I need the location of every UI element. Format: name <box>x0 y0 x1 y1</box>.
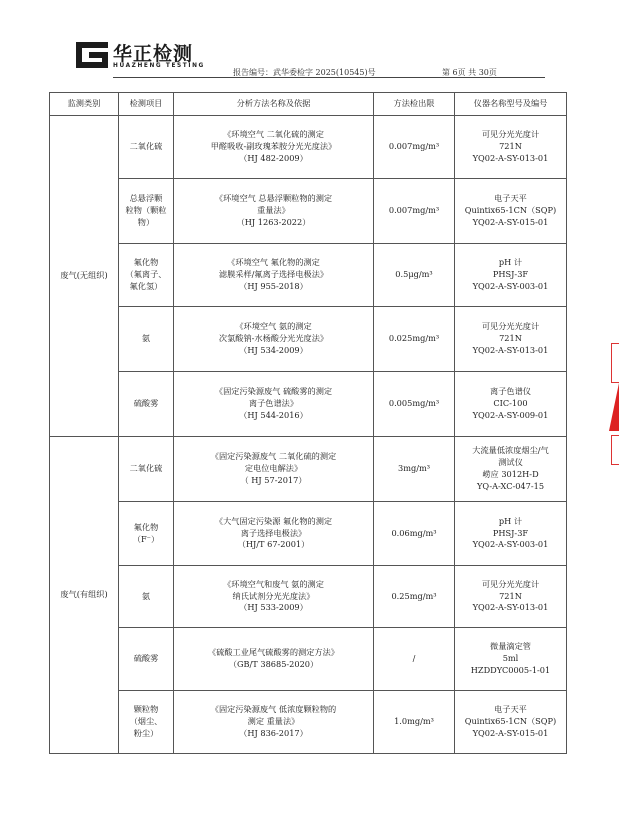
seal-stamp-fragment-mid <box>609 383 619 431</box>
instrument-cell: pH 计 PHSJ-3F YQ02-A-SY-003-01 <box>455 502 567 566</box>
table-row <box>50 437 567 502</box>
method-cell: 《环境空气 二氧化硫的测定 甲醛吸收-副玫瑰苯胺分光光度法》 （HJ 482-2009） <box>174 116 374 179</box>
method-cell: 《固定污染源废气 硫酸雾的测定 离子色谱法》 （HJ 544-2016） <box>174 372 374 437</box>
header-divider <box>113 77 545 78</box>
table-header-row <box>50 93 567 116</box>
category-cell: 废气(有组织) <box>50 437 119 754</box>
item-cell: 硫酸雾 <box>119 372 174 437</box>
method-cell: 《环境空气 总悬浮颗粒物的测定 重量法》 （HJ 1263-2022） <box>174 179 374 244</box>
table-row <box>50 116 567 179</box>
logo-english-name: HUAZHENG TESTING <box>113 63 205 69</box>
report-header <box>75 40 545 80</box>
header-limit: 方法检出限 <box>374 93 455 116</box>
header-instrument: 仪器名称型号及编号 <box>455 93 567 116</box>
table-row <box>50 566 567 628</box>
item-cell: 硫酸雾 <box>119 628 174 691</box>
category-cell: 废气(无组织) <box>50 116 119 437</box>
limit-cell: 0.5μg/m³ <box>374 244 455 307</box>
table-row <box>50 628 567 691</box>
page-number: 第 6页 共 30页 <box>442 68 497 77</box>
item-cell: 氟化物 （氟离子、 氟化氢） <box>119 244 174 307</box>
limit-cell: / <box>374 628 455 691</box>
method-cell: 《固定污染源废气 低浓度颗粒物的 测定 重量法》 （HJ 836-2017） <box>174 691 374 754</box>
seal-stamp <box>609 343 619 465</box>
limit-cell: 1.0mg/m³ <box>374 691 455 754</box>
item-cell: 二氧化硫 <box>119 437 174 502</box>
instrument-cell: 离子色谱仪 CIC-100 YQ02-A-SY-009-01 <box>455 372 567 437</box>
limit-cell: 0.06mg/m³ <box>374 502 455 566</box>
seal-stamp-fragment-top <box>611 343 619 383</box>
table-row <box>50 372 567 437</box>
instrument-cell: 可见分光光度计 721N YQ02-A-SY-013-01 <box>455 307 567 372</box>
limit-cell: 0.005mg/m³ <box>374 372 455 437</box>
table-row <box>50 691 567 754</box>
method-cell: 《硫酸工业尾气硫酸雾的测定方法》 （GB/T 38685-2020） <box>174 628 374 691</box>
method-cell: 《环境空气 氟化物的测定 滤膜采样/氟离子选择电极法》 （HJ 955-2018） <box>174 244 374 307</box>
instrument-cell: 大流量低浓度烟尘/气 测试仪 崂应 3012H-D YQ-A-XC-047-15 <box>455 437 567 502</box>
instrument-cell: 微量滴定管 5ml HZDDYC0005-1-01 <box>455 628 567 691</box>
header-item: 检测项目 <box>119 93 174 116</box>
limit-cell: 0.25mg/m³ <box>374 566 455 628</box>
method-cell: 《环境空气 氨的测定 次氯酸钠-水杨酸分光光度法》 （HJ 534-2009） <box>174 307 374 372</box>
method-cell: 《环境空气和废气 氨的测定 纳氏试剂分光光度法》 （HJ 533-2009） <box>174 566 374 628</box>
header-method: 分析方法名称及依据 <box>174 93 374 116</box>
limit-cell: 0.007mg/m³ <box>374 116 455 179</box>
method-table <box>49 92 567 754</box>
instrument-cell: 可见分光光度计 721N YQ02-A-SY-013-01 <box>455 116 567 179</box>
logo-chinese-name: 华正检测 <box>113 43 194 65</box>
report-number: 报告编号：武华委检字 2025(10545)号 <box>233 68 376 77</box>
instrument-cell: 可见分光光度计 721N YQ02-A-SY-013-01 <box>455 566 567 628</box>
item-cell: 氨 <box>119 566 174 628</box>
instrument-cell: 电子天平 Quintix65-1CN（SQP) YQ02-A-SY-015-01 <box>455 179 567 244</box>
seal-stamp-fragment-bottom <box>611 435 619 465</box>
item-cell: 氟化物 （F⁻） <box>119 502 174 566</box>
limit-cell: 0.025mg/m³ <box>374 307 455 372</box>
method-cell: 《大气固定污染源 氟化物的测定 离子选择电极法》 （HJ/T 67-2001） <box>174 502 374 566</box>
instrument-cell: 电子天平 Quintix65-1CN（SQP) YQ02-A-SY-015-01 <box>455 691 567 754</box>
instrument-cell: pH 计 PHSJ-3F YQ02-A-SY-003-01 <box>455 244 567 307</box>
method-cell: 《固定污染源废气 二氧化硫的测定 定电位电解法》 （ HJ 57-2017） <box>174 437 374 502</box>
company-logo-icon <box>75 40 109 70</box>
limit-cell: 0.007mg/m³ <box>374 179 455 244</box>
table-row <box>50 502 567 566</box>
table-row <box>50 307 567 372</box>
item-cell: 氨 <box>119 307 174 372</box>
header-category: 监测类别 <box>50 93 119 116</box>
table-row <box>50 244 567 307</box>
table-row <box>50 179 567 244</box>
item-cell: 二氧化硫 <box>119 116 174 179</box>
item-cell: 总悬浮颗 粒物（颗粒 物） <box>119 179 174 244</box>
limit-cell: 3mg/m³ <box>374 437 455 502</box>
item-cell: 颗粒物 （烟尘、 粉尘） <box>119 691 174 754</box>
